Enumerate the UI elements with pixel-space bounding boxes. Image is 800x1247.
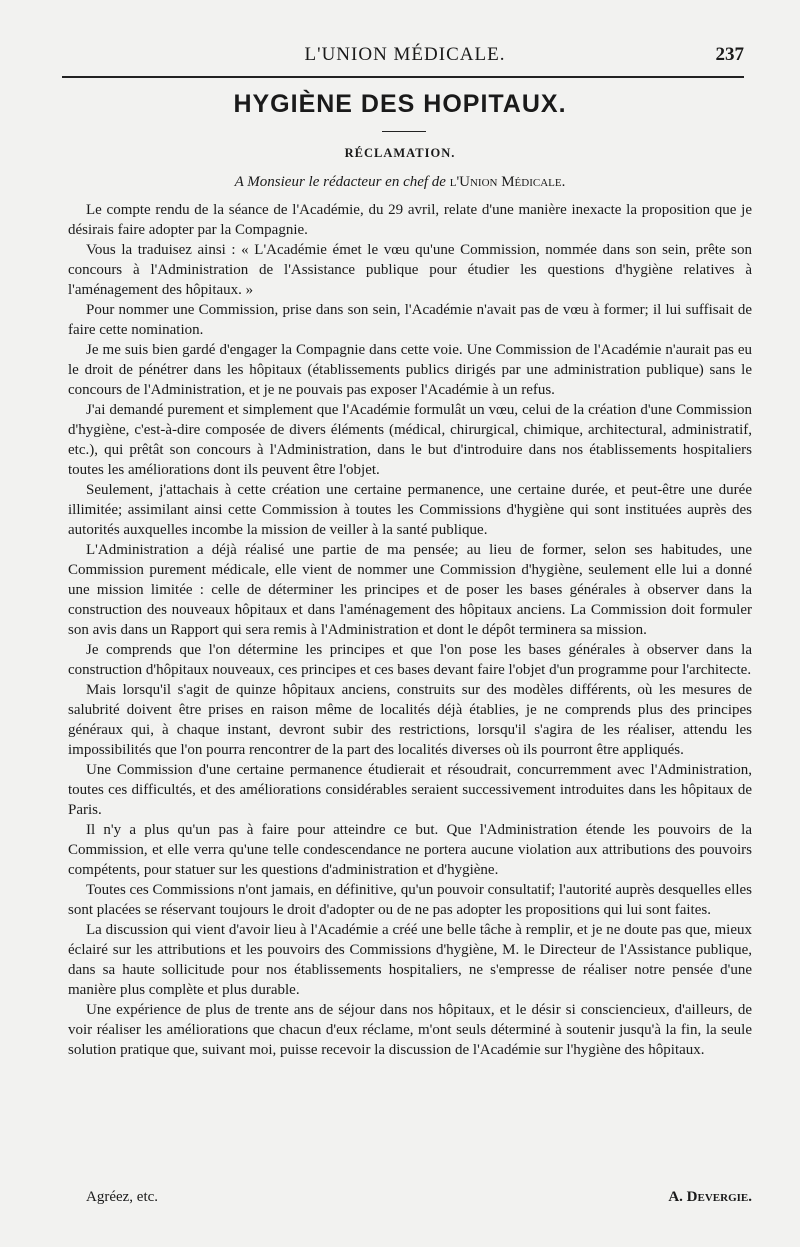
address-prefix: A Monsieur le rédacteur en chef de [234,174,450,190]
paragraph: Je comprends que l'on détermine les principes et que l'on pose les bases générales à observer dans la construction d'hôpitaux nouveaux, ces principes et ces bases devant faire l'objet d'un programme pour l'architecte. [68,642,752,678]
paragraph: Pour nommer une Commission, prise dans son sein, l'Académie n'avait pas de vœu à former; il lui suffisait de faire cette nomination. [68,302,752,338]
paragraph: Vous la traduisez ainsi : « L'Académie émet le vœu qu'une Commission, nommée dans son sein, prête son concours à l'Administration de l'Assistance publique pour étudier les questions d'hygiène relatives à l'aménagement des hôpitaux. » [68,242,752,298]
paragraph: Une Commission d'une certaine permanence étudierait et résoudrait, concurremment avec l'Administration, toutes ces difficultés, et des améliorations considérables seraient successivement introduites dans les hôpitaux de Paris. [68,762,752,818]
letter-address [0,174,800,191]
subsection-title: RÉCLAMATION. [344,146,456,160]
paragraph: Mais lorsqu'il s'agit de quinze hôpitaux anciens, construits sur des modèles différents, où les mesures de salubrité doivent être prises en raison même de localités déjà établies, je ne comprends plus des principes généraux qui, à chaque instant, devront subir des restrictions, lorsqu'il s'agira de les réaliser, attendu les impossibilités que l'on pourra rencontrer de la part des localités diverses où ils pourront être appliqués. [68,682,752,758]
paragraph: J'ai demandé purement et simplement que l'Académie formulât un vœu, celui de la création d'une Commission d'hygiène, c'est-à-dire composée de divers éléments (médical, chirurgical, chimique, architectural, administratif, etc.), qui prêtât son concours à l'Administration, dans le but d'introduire dans nos établissements hospitaliers toutes les améliorations dont ils peuvent être l'objet. [68,402,752,478]
paragraph: Il n'y a plus qu'un pas à faire pour atteindre ce but. Que l'Administration étende les pouvoirs de la Commission, et elle verra qu'une telle condescendance ne portera aucune violation aux attributions des pouvoirs compétents, pour statuer sur les questions d'administration et d'hygiène. [68,822,752,878]
running-head [60,44,750,74]
paragraph: Je me suis bien gardé d'engager la Compagnie dans cette voie. Une Commission de l'Académie n'aurait pas eu le droit de pénétrer dans les hôpitaux (établissements publics dirigés par une administration publique) sans le concours de l'Administration, et je ne pouvais pas exposer l'Académie à un refus. [68,342,752,398]
title-rule [382,131,426,132]
section-title: HYGIÈNE DES HOPITAUX. [233,90,567,118]
author-signature: A. Devergie. [668,1189,752,1205]
paragraph: Seulement, j'attachais à cette création une certaine permanence, une certaine durée, et peut-être une durée illimitée; assimilant ainsi cette Commission à toutes les Commissions d'hygiène qui sont instituées auprès des autorités auxquelles incombe la mission de veiller à la santé publique. [68,482,752,538]
running-title: L'UNION MÉDICALE. [304,44,506,65]
signoff [68,1189,752,1209]
letter-body [68,200,752,1060]
page-number: 237 [715,44,744,65]
paragraph: Une expérience de plus de trente ans de séjour dans nos hôpitaux, et le désir si consciencieux, d'ailleurs, de voir réaliser les améliorations que chacun d'eux réclame, m'ont seuls déterminé à soutenir jusqu'à la fin, la seule solution pratique que, suivant moi, puisse recevoir la discussion de l'Académie sur l'hygiène des hôpitaux. [68,1002,752,1058]
paragraph: La discussion qui vient d'avoir lieu à l'Académie a créé une belle tâche à remplir, et je ne doute pas que, mieux éclairé sur les attributions et les pouvoirs des Commissions d'hygiène, M. le Directeur de l'Assistance publique, dans sa haute sollicitude pour nos établissements hospitaliers, ne s'empresse de réaliser notre pensée d'une manière plus complète et plus durable. [68,922,752,998]
closing-formula: Agréez, etc. [86,1189,159,1205]
address-journal: l'Union Médicale. [449,174,566,190]
paragraph: Le compte rendu de la séance de l'Académie, du 29 avril, relate d'une manière inexacte la proposition que je désirais faire adopter par la Compagnie. [68,202,752,238]
paragraph: L'Administration a déjà réalisé une partie de ma pensée; au lieu de former, selon ses habitudes, une Commission purement médicale, elle vient de nommer une Commission d'hygiène, seulement elle lui a donné une mission limitée : celle de déterminer les principes et de poser les bases générales à observer dans la construction des nouveaux hôpitaux et dans l'aménagement des hôpitaux anciens. La Commission doit formuler son avis dans un Rapport qui sera remis à l'Administration et dont le dépôt terminera sa mission. [68,542,752,638]
header-rule [62,76,744,78]
paragraph: Toutes ces Commissions n'ont jamais, en définitive, qu'un pouvoir consultatif; l'autorité auprès desquelles elles sont placées se réservant toujours le droit d'adopter ou de ne pas adopter les propositions qui lui sont faites. [68,882,752,918]
